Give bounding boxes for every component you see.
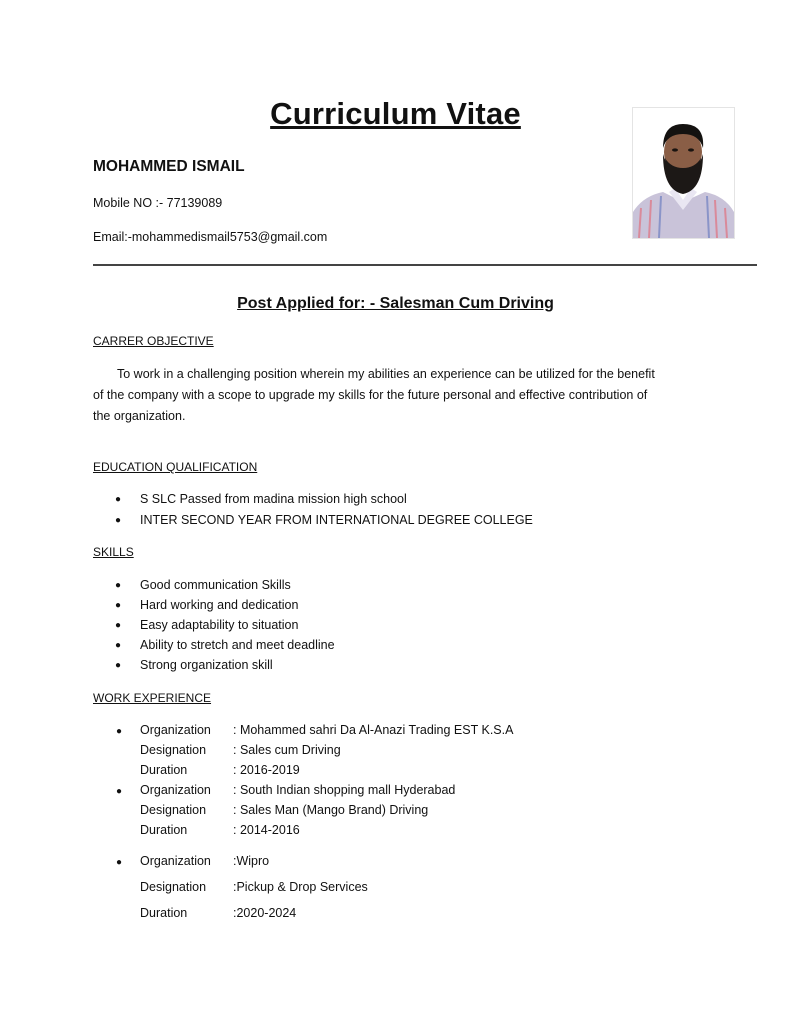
work-designation: Designation :Pickup & Drop Services: [140, 880, 368, 894]
objective-line: of the company with a scope to upgrade my skills for the future personal and effective contribution of: [93, 388, 648, 402]
work-heading: WORK EXPERIENCE: [93, 691, 212, 705]
education-item: ● S SLC Passed from madina mission high school: [115, 492, 407, 506]
skill-item: ● Ability to stretch and meet deadline: [115, 638, 335, 652]
work-organization: Organization : Mohammed sahri Da Al-Anazi Trading EST K.S.A: [140, 723, 514, 737]
bullet-icon: ●: [116, 786, 123, 797]
bullet-icon: ●: [116, 857, 123, 868]
bullet-icon: ●: [116, 726, 123, 737]
skill-item: ● Strong organization skill: [115, 658, 273, 672]
work-designation: Designation : Sales Man (Mango Brand) Driving: [140, 803, 429, 817]
bullet-icon: ●: [115, 640, 122, 651]
work-designation: Designation : Sales cum Driving: [140, 743, 341, 757]
skill-item: ● Hard working and dedication: [115, 598, 299, 612]
post-applied-heading: Post Applied for: - Salesman Cum Driving: [237, 295, 554, 312]
email-address: Email:-mohammedismail5753@gmail.com: [93, 230, 328, 244]
work-duration: Duration : 2014-2016: [140, 823, 300, 837]
work-organization: Organization :Wipro: [140, 854, 270, 868]
applicant-name: MOHAMMED ISMAIL: [93, 158, 245, 175]
header-divider: [93, 264, 757, 266]
work-organization: Organization : South Indian shopping mall Hyderabad: [140, 783, 456, 797]
bullet-icon: ●: [115, 620, 122, 631]
skills-heading: SKILLS: [93, 545, 134, 559]
skill-item: ● Good communication Skills: [115, 578, 291, 592]
objective-line: the organization.: [93, 409, 186, 423]
education-heading: EDUCATION QUALIFICATION: [93, 460, 258, 474]
bullet-icon: ●: [115, 494, 122, 505]
work-duration: Duration :2020-2024: [140, 906, 297, 920]
bullet-icon: ●: [115, 580, 122, 591]
person-photo-icon: [633, 108, 734, 238]
work-duration: Duration : 2016-2019: [140, 763, 300, 777]
bullet-icon: ●: [115, 660, 122, 671]
document-title: Curriculum Vitae: [270, 96, 521, 131]
objective-paragraph: [93, 364, 693, 427]
applicant-photo: [632, 107, 735, 239]
mobile-number: Mobile NO :- 77139089: [93, 196, 223, 210]
objective-heading: CARRER OBJECTIVE: [93, 334, 214, 348]
objective-line: To work in a challenging position wherein my abilities an experience can be utilized for the benefit: [117, 367, 655, 381]
bullet-icon: ●: [115, 515, 122, 526]
bullet-icon: ●: [115, 600, 122, 611]
education-item: ● INTER SECOND YEAR FROM INTERNATIONAL DEGREE COLLEGE: [115, 513, 533, 527]
skill-item: ● Easy adaptability to situation: [115, 618, 299, 632]
